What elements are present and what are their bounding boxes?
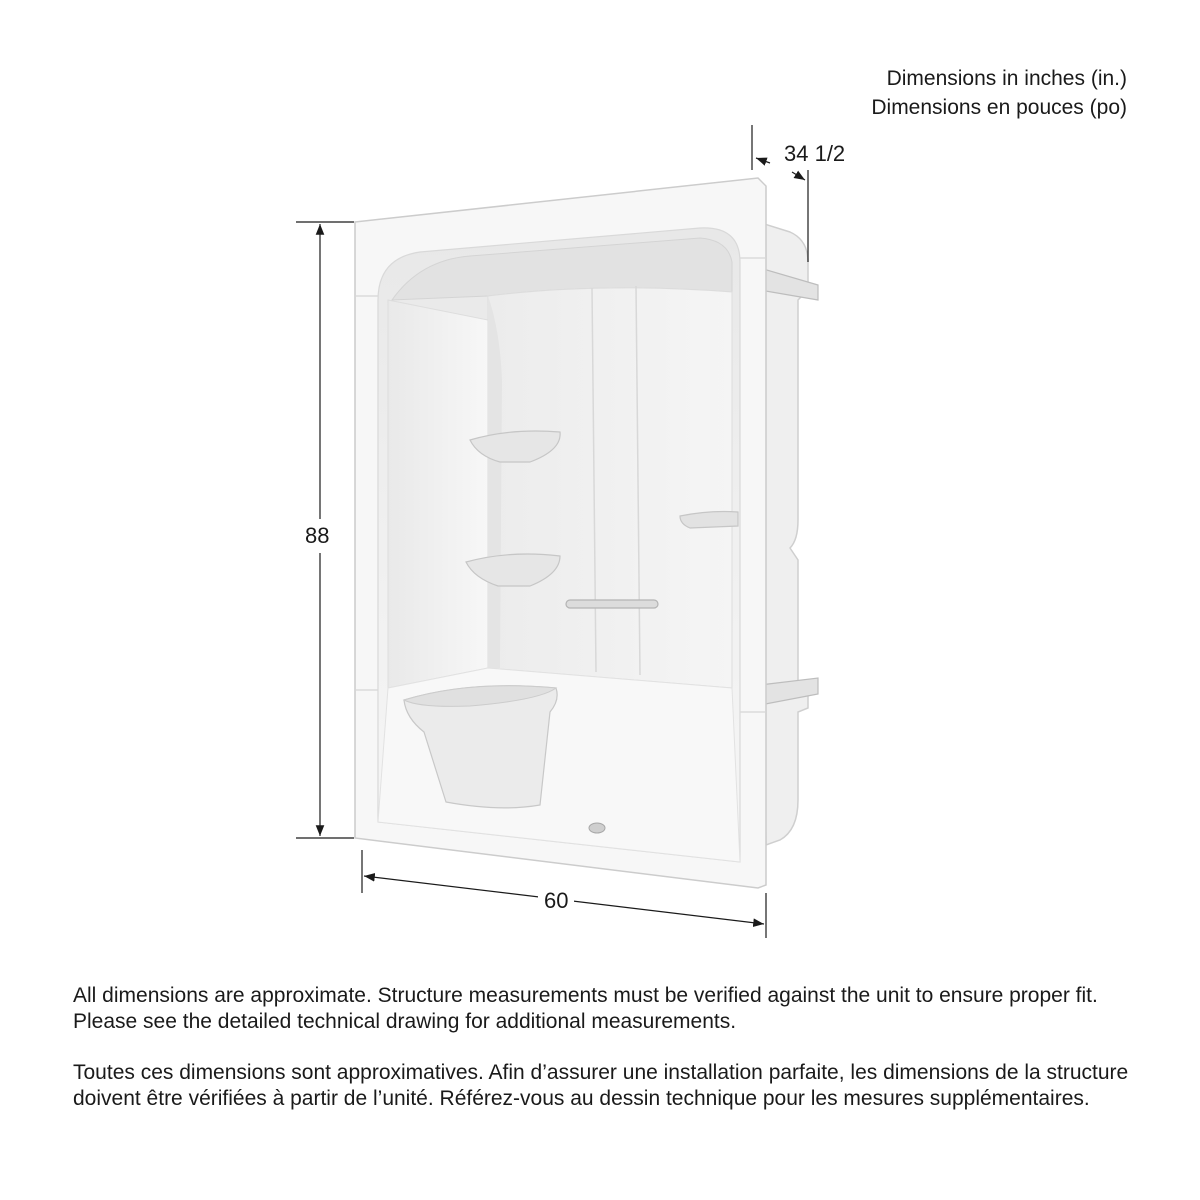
height-label: 88	[303, 519, 331, 553]
grab-bar	[566, 600, 658, 608]
units-french: Dimensions en pouces (po)	[871, 96, 1127, 119]
shell-side	[758, 222, 818, 845]
disclaimer-french: Toutes ces dimensions sont approximatives. Afin d’assurer une installation parfaite, les dimensions de la structure doivent être vérifiées à partir de l’unité. Référez-vous au dessin technique pour les mesures supplémentaires.	[73, 1061, 1129, 1110]
width-label: 60	[538, 886, 574, 916]
disclaimer-notes	[73, 983, 1143, 1137]
shell-interior	[378, 228, 740, 862]
depth-label: 34 1/2	[782, 139, 847, 169]
disclaimer-english: All dimensions are approximate. Structure measurements must be verified against the unit to ensure proper fit. Please see the detailed technical drawing for additional measurements.	[73, 984, 1098, 1033]
units-legend	[871, 64, 1127, 122]
units-english: Dimensions in inches (in.)	[886, 67, 1127, 90]
